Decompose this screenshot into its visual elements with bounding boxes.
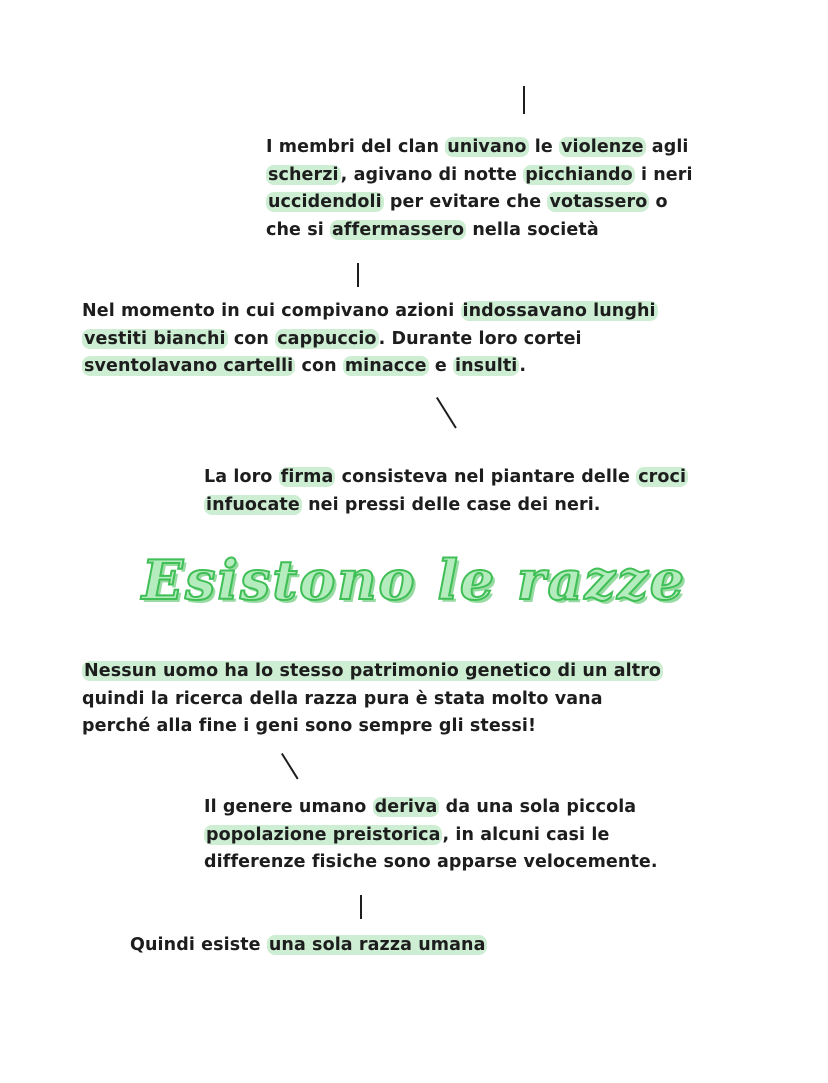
- highlighted-text: indossavano lunghi: [462, 301, 656, 321]
- highlighted-text: violenze: [561, 137, 644, 157]
- text-segment: i neri: [634, 164, 693, 185]
- text-segment: .: [519, 356, 527, 376]
- text-segment: con: [295, 356, 343, 376]
- highlighted-text: votassero: [549, 192, 648, 212]
- text-segment: , agivano di notte: [340, 164, 524, 185]
- text-line: [82, 298, 658, 326]
- text-line: [204, 492, 688, 520]
- highlighted-text: minacce: [344, 356, 427, 376]
- highlighted-text: croci: [638, 467, 687, 487]
- connector-line-1: [523, 86, 525, 114]
- connector-line-3: [436, 397, 457, 429]
- text-segment: La loro: [204, 467, 279, 487]
- text-segment: Quindi esiste: [130, 935, 267, 955]
- paragraph-human-origin: [204, 794, 658, 877]
- text-segment: consisteva nel piantare delle: [335, 467, 637, 487]
- highlighted-text: Nessun uomo ha lo stesso patrimonio genetico di un altro: [84, 661, 662, 681]
- text-line: [266, 217, 693, 245]
- text-line: [130, 932, 487, 960]
- highlighted-text: insulti: [455, 356, 518, 376]
- text-line: [82, 713, 663, 741]
- highlighted-text: cappuccio: [277, 328, 377, 349]
- text-line: [266, 162, 693, 190]
- text-line: [82, 686, 663, 714]
- connector-line-2: [357, 263, 359, 287]
- text-segment: differenze fisiche sono apparse velocemente.: [204, 852, 658, 872]
- text-line: [82, 326, 658, 354]
- text-segment: con: [227, 328, 276, 349]
- connector-line-5: [360, 895, 362, 919]
- highlighted-text: una sola razza umana: [268, 935, 486, 955]
- text-line: [204, 464, 688, 492]
- paragraph-burning-crosses: [204, 464, 688, 519]
- text-segment: agli: [645, 137, 689, 157]
- highlighted-text: picchiando: [525, 164, 633, 185]
- text-line: [82, 353, 658, 381]
- text-segment: Nel momento in cui compivano azioni: [82, 301, 461, 321]
- highlighted-text: uccidendoli: [268, 192, 382, 212]
- text-line: [204, 849, 658, 877]
- highlighted-text: scherzi: [268, 164, 339, 185]
- text-segment: che si: [266, 219, 331, 240]
- text-segment: , in alcuni casi le: [442, 824, 610, 845]
- text-segment: o: [649, 192, 668, 212]
- text-line: [204, 794, 658, 822]
- page-title: Esistono le razze: [141, 548, 687, 612]
- text-segment: Il genere umano: [204, 797, 373, 817]
- text-segment: le: [528, 137, 559, 157]
- connector-line-4: [281, 753, 299, 780]
- highlighted-text: affermassero: [332, 219, 465, 240]
- text-segment: perché alla fine i geni sono sempre gli stessi!: [82, 716, 537, 736]
- paragraph-genetic-heritage: [82, 658, 663, 741]
- highlighted-text: deriva: [374, 797, 438, 817]
- text-segment: . Durante loro cortei: [378, 328, 582, 349]
- text-segment: per evitare che: [383, 192, 548, 212]
- text-line: [266, 134, 693, 162]
- text-line: [204, 822, 658, 850]
- highlighted-text: firma: [280, 467, 334, 487]
- text-segment: e: [428, 356, 454, 376]
- highlighted-text: popolazione preistorica: [206, 824, 441, 845]
- highlighted-text: sventolavano cartelli: [84, 356, 294, 376]
- text-segment: da una sola piccola: [439, 797, 637, 817]
- text-segment: quindi la ricerca della razza pura è stata molto vana: [82, 688, 603, 709]
- text-line: [82, 658, 663, 686]
- paragraph-conclusion: [130, 932, 487, 960]
- text-segment: I membri del clan: [266, 137, 446, 157]
- text-line: [266, 189, 693, 217]
- paragraph-clan-violence: [266, 134, 693, 244]
- paragraph-white-robes: [82, 298, 658, 381]
- highlighted-text: vestiti bianchi: [84, 328, 226, 349]
- text-segment: nei pressi delle case dei neri.: [301, 494, 601, 515]
- highlighted-text: infuocate: [206, 494, 300, 515]
- highlighted-text: univano: [447, 137, 527, 157]
- text-segment: nella società: [466, 219, 599, 240]
